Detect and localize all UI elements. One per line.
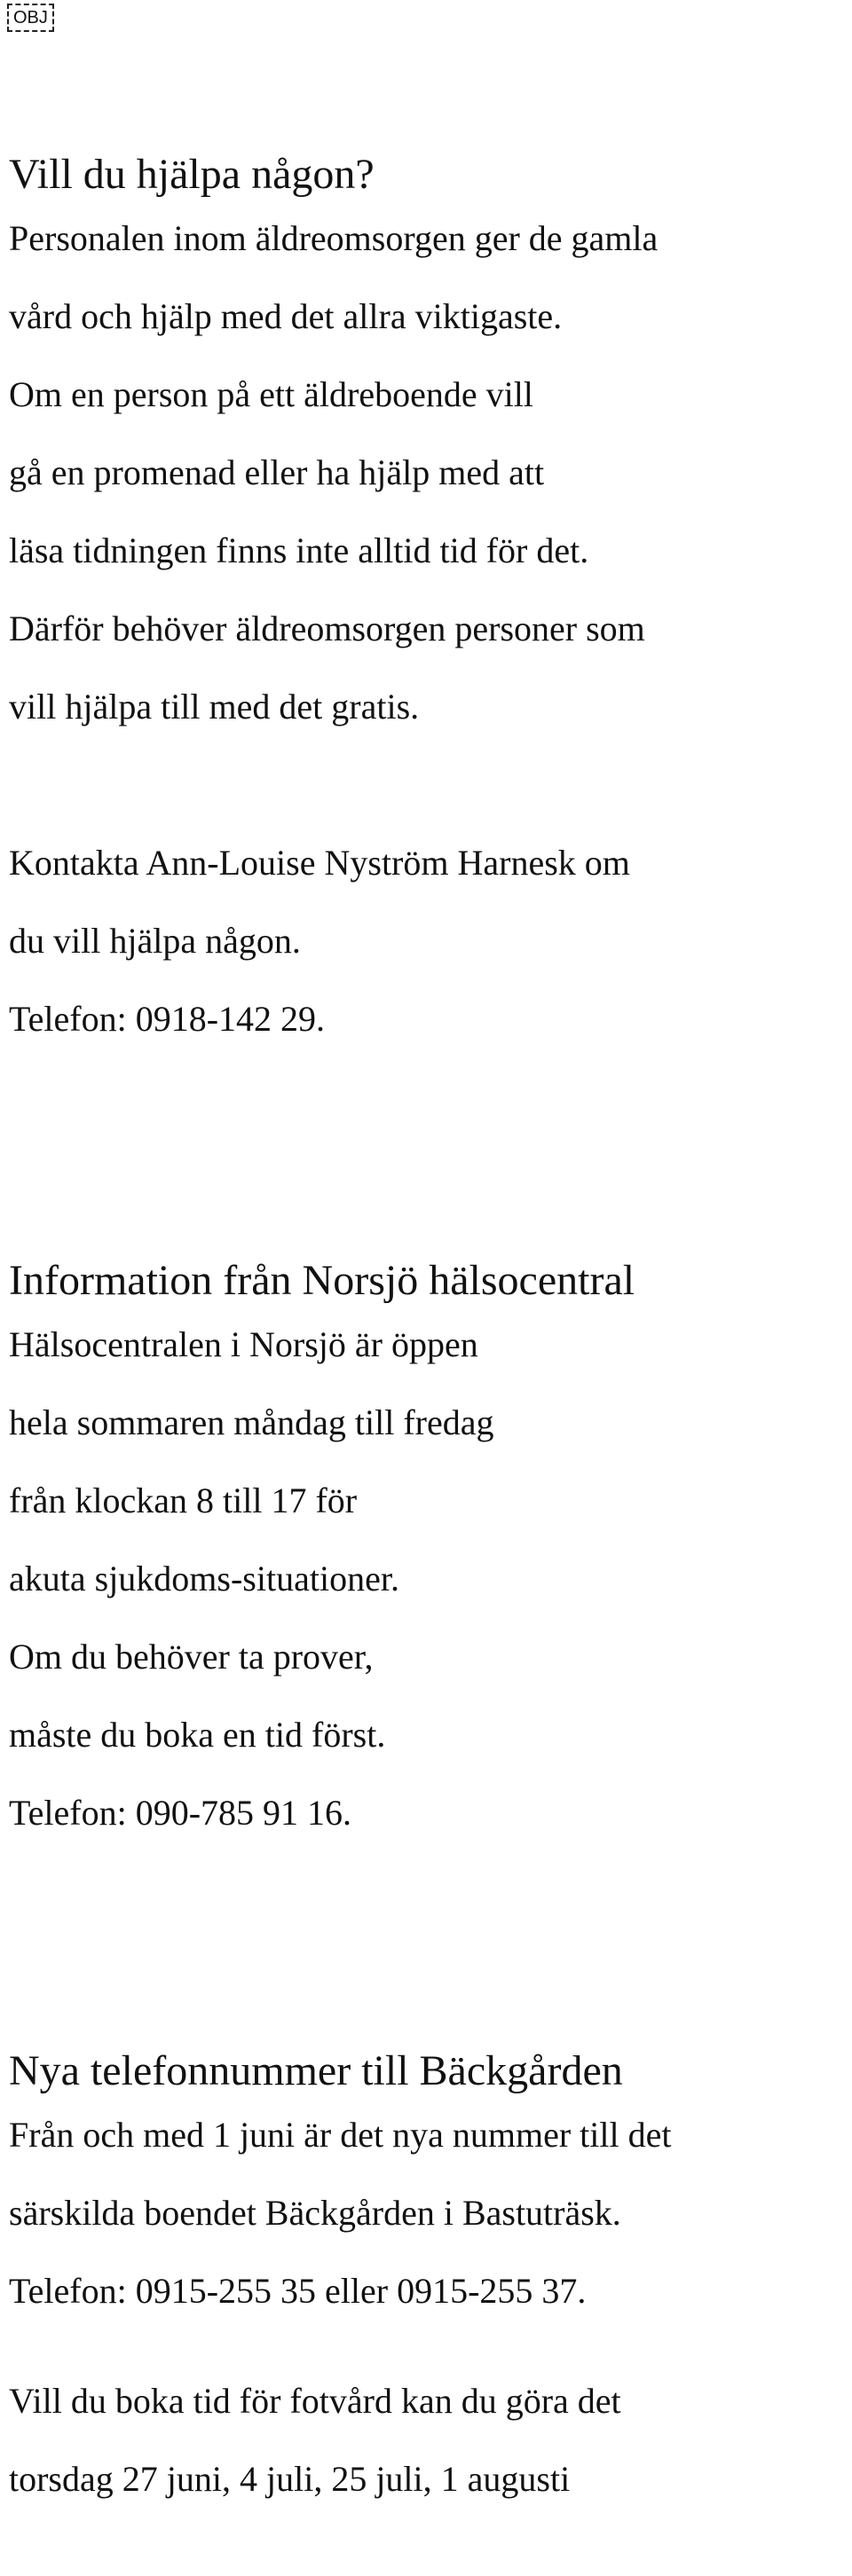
paragraph-line: vill hjälpa till med det gratis.: [9, 687, 420, 726]
paragraph-line: gå en promenad eller ha hjälp med att: [9, 452, 545, 492]
contact-line: Kontakta Ann-Louise Nyström Harnesk om: [9, 843, 630, 883]
section-health-center: [9, 1254, 848, 1852]
contact-line: du vill hjälpa någon.: [9, 921, 301, 961]
contact-phone: Telefon: 0915-255 35 eller 0915-255 37.: [9, 2271, 587, 2311]
paragraph-line: akuta sjukdoms-situationer.: [9, 1559, 399, 1598]
paragraph-line: måste du boka en tid först.: [9, 1715, 386, 1755]
section-phone-numbers: [9, 2045, 848, 2518]
paragraph-line: läsa tidningen finns inte alltid tid för det.: [9, 530, 589, 570]
paragraph-line: särskilda boendet Bäckgården i Bastuträsk.: [9, 2193, 621, 2233]
obj-placeholder-badge: OBJ: [7, 4, 54, 32]
section-heading: Nya telefonnummer till Bäckgården: [9, 2047, 623, 2094]
paragraph-line: vård och hjälp med det allra viktigaste.: [9, 296, 563, 336]
paragraph-line: från klockan 8 till 17 för: [9, 1480, 358, 1520]
paragraph-line: Om en person på ett äldreboende vill: [9, 374, 533, 414]
paragraph-line: Hälsocentralen i Norsjö är öppen: [9, 1324, 478, 1364]
section-heading: Vill du hjälpa någon?: [9, 151, 375, 198]
section-heading: Information från Norsjö hälsocentral: [9, 1257, 635, 1304]
paragraph-line: Från och med 1 juni är det nya nummer till det: [9, 2115, 672, 2155]
footcare-line: Vill du boka tid för fotvård kan du göra det: [9, 2381, 621, 2421]
paragraph-line: Personalen inom äldreomsorgen ger de gamla: [9, 218, 659, 258]
footcare-line: torsdag 27 juni, 4 juli, 25 juli, 1 augusti: [9, 2459, 571, 2499]
paragraph-line: Därför behöver äldreomsorgen personer som: [9, 609, 645, 648]
contact-phone: Telefon: 0918-142 29.: [9, 999, 326, 1039]
section-volunteer: [9, 148, 848, 1058]
paragraph-line: hela sommaren måndag till fredag: [9, 1402, 494, 1442]
paragraph-line: Om du behöver ta prover,: [9, 1637, 374, 1677]
contact-phone: Telefon: 090-785 91 16.: [9, 1793, 352, 1833]
